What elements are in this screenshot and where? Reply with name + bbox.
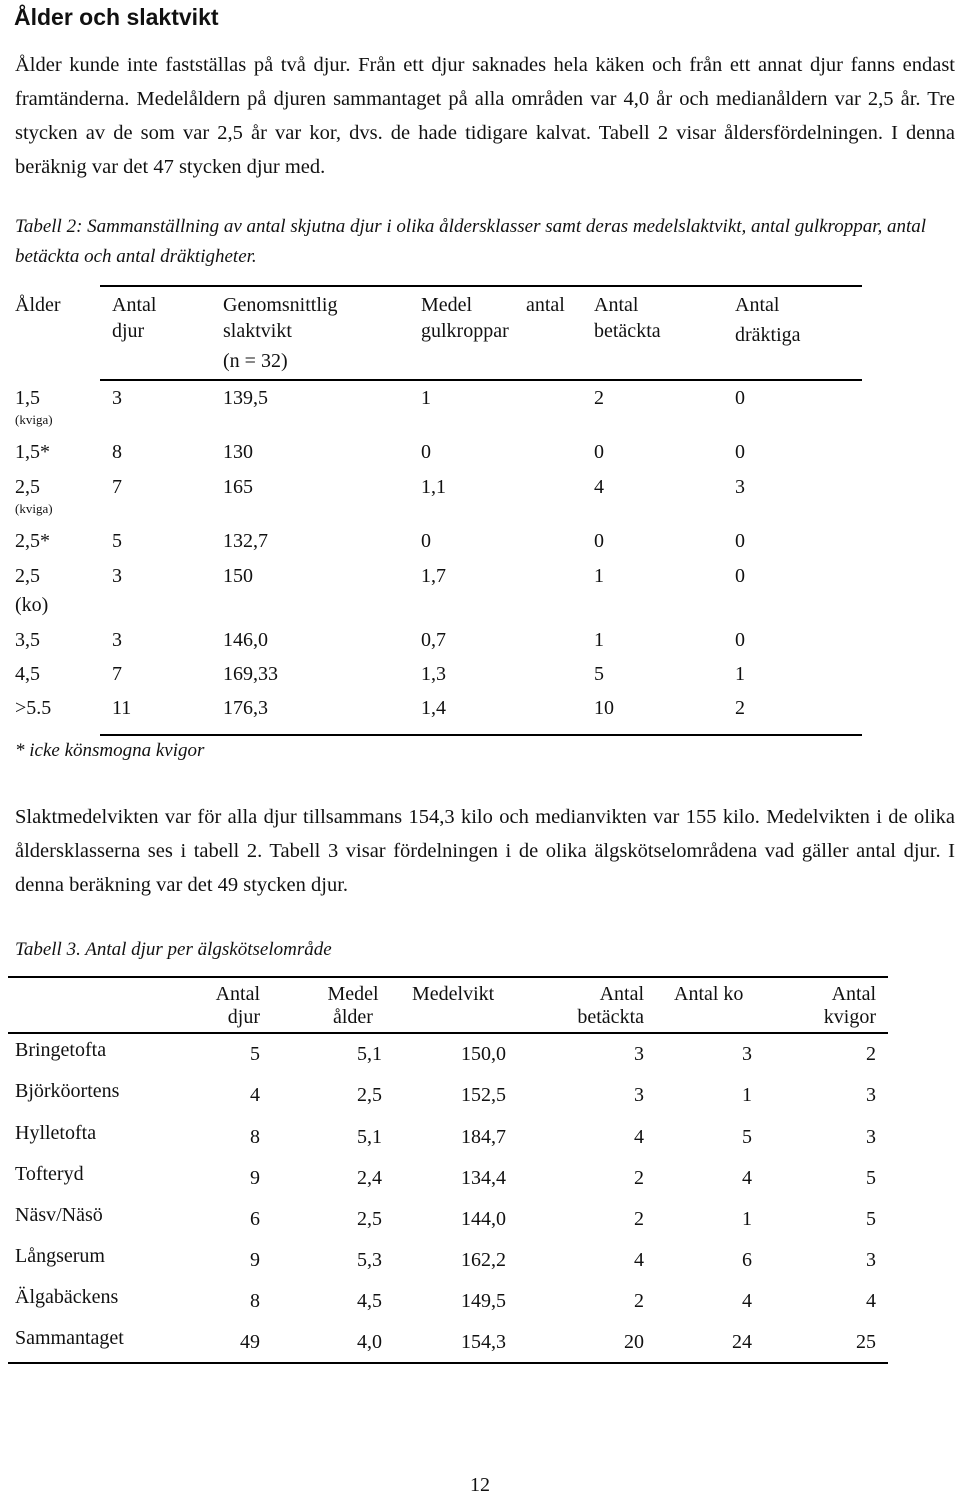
table2-cell-betackta: 2	[594, 387, 604, 409]
table3-cell-vikt: 184,7	[461, 1126, 506, 1148]
header-antal-ko: Antal ko	[674, 983, 744, 1005]
header-draktiga-1: Antal	[735, 294, 780, 316]
table3-cell-djur: 6	[250, 1208, 260, 1230]
table3-cell-djur: 5	[250, 1043, 260, 1065]
table3-cell-alder: 5,1	[357, 1043, 382, 1065]
table2-cell-gulkroppar: 0,7	[421, 629, 446, 651]
table3-cell-vikt: 149,5	[461, 1290, 506, 1312]
table3-cell-betackta: 2	[634, 1167, 644, 1189]
table2-footnote: * icke könsmogna kvigor	[15, 740, 205, 761]
table2-cell-antal: 3	[112, 629, 122, 651]
table2-cell-antal: 7	[112, 476, 122, 498]
table3-cell-alder: 2,5	[357, 1084, 382, 1106]
table2-cell-gulkroppar: 1	[421, 387, 431, 409]
table3-cell-vikt: 134,4	[461, 1167, 506, 1189]
table3-caption: Tabell 3. Antal djur per älgskötselområde	[15, 939, 332, 960]
table2-cell-draktiga: 2	[735, 697, 745, 719]
summary-paragraph: Slaktmedelvikten var för alla djur tillsammans 154,3 kilo och medianvikten var 155 kilo. Medelvikten i de olika åldersklasserna ses i tabell 2. Tabell 3 visar fördelningen i de olika älgskötselområdena vad gäller antal djur. I denna beräkning var det 49 stycken djur.	[15, 806, 955, 896]
header-medel-alder-1: Medel	[327, 983, 379, 1005]
header-kvigor-1: Antal	[831, 983, 876, 1005]
table2-cell-gulkroppar: 1,4	[421, 697, 446, 719]
table2-cell-betackta: 4	[594, 476, 604, 498]
table3-cell-alder: 4,0	[357, 1331, 382, 1353]
table2-cell-betackta: 5	[594, 663, 604, 685]
header-slaktvikt-3: (n = 32)	[223, 350, 288, 372]
table2-cell-betackta: 1	[594, 629, 604, 651]
table3-cell-alder: 2,5	[357, 1208, 382, 1230]
header-medelvikt: Medelvikt	[412, 983, 495, 1005]
table2-cell-antal: 5	[112, 530, 122, 552]
table3-cell-vikt: 144,0	[461, 1208, 506, 1230]
table3-cell-vikt: 162,2	[461, 1249, 506, 1271]
table3-row	[0, 1121, 960, 1151]
table3-cell-omrade: Tofteryd	[15, 1163, 84, 1185]
table3-cell-djur: 49	[240, 1331, 260, 1353]
table3-cell-vikt: 154,3	[461, 1331, 506, 1353]
table3-cell-omrade: Hylletofta	[15, 1122, 97, 1144]
table2-header-rule	[100, 379, 862, 381]
header-draktiga-2: dräktiga	[735, 324, 801, 346]
table3-cell-kvigor: 3	[866, 1126, 876, 1148]
table2-cell-vikt: 139,5	[223, 387, 268, 409]
table2-cell-antal: 7	[112, 663, 122, 685]
header-antal-djur-2: djur	[227, 1006, 260, 1028]
table2-cell-gulkroppar: 1,1	[421, 476, 446, 498]
table3-cell-alder: 2,4	[357, 1167, 382, 1189]
table2-bottom-rule	[100, 734, 862, 736]
table3-cell-ko: 4	[742, 1167, 752, 1189]
table3-row	[0, 1285, 960, 1315]
table2-cell-alder-sub: (ko)	[15, 594, 49, 616]
table2-cell-gulkroppar: 0	[421, 441, 431, 463]
table3-cell-kvigor: 5	[866, 1167, 876, 1189]
header-betackta-1: Antal	[594, 294, 639, 316]
table2-cell-alder-sub: (kviga)	[15, 412, 53, 427]
table2-cell-betackta: 10	[594, 697, 614, 719]
table3-cell-djur: 9	[250, 1249, 260, 1271]
table3-cell-kvigor: 5	[866, 1208, 876, 1230]
table2-cell-draktiga: 0	[735, 441, 745, 463]
header-betackta-1: Antal	[599, 983, 644, 1005]
table2-cell-antal: 8	[112, 441, 122, 463]
table3-cell-vikt: 152,5	[461, 1084, 506, 1106]
table2-cell-draktiga: 0	[735, 530, 745, 552]
table2-cell-alder: 1,5	[15, 387, 40, 409]
table2-cell-vikt: 146,0	[223, 629, 268, 651]
table2-cell-draktiga: 0	[735, 387, 745, 409]
table3-cell-betackta: 2	[634, 1208, 644, 1230]
table3-cell-ko: 24	[732, 1331, 752, 1353]
header-antal-djur-1: Antal	[112, 294, 157, 316]
table3-cell-alder: 4,5	[357, 1290, 382, 1312]
table3-cell-omrade: Älgabäckens	[15, 1286, 119, 1308]
table3-cell-betackta: 4	[634, 1249, 644, 1271]
table3-cell-ko: 4	[742, 1290, 752, 1312]
table2-cell-alder: 1,5*	[15, 441, 50, 463]
table2-cell-alder: 3,5	[15, 629, 40, 651]
table3-cell-kvigor: 25	[856, 1331, 876, 1353]
table2-cell-alder: >5.5	[15, 697, 52, 719]
header-antal-djur-2: djur	[112, 320, 145, 342]
header-medel-alder-2: ålder	[333, 1006, 373, 1028]
table2-cell-gulkroppar: 0	[421, 530, 431, 552]
table2-cell-antal: 11	[112, 697, 132, 719]
table2-cell-alder-sub: (kviga)	[15, 501, 53, 516]
table3-cell-ko: 1	[742, 1084, 752, 1106]
page-number: 12	[470, 1474, 490, 1496]
table2-cell-gulkroppar: 1,3	[421, 663, 446, 685]
table3-cell-kvigor: 3	[866, 1084, 876, 1106]
table3-bottom-rule	[8, 1362, 888, 1364]
table2-cell-alder: 2,5*	[15, 530, 50, 552]
table3-cell-betackta: 4	[634, 1126, 644, 1148]
table2-cell-vikt: 169,33	[223, 663, 278, 685]
header-slaktvikt-2: slaktvikt	[223, 320, 292, 342]
header-betackta-2: betäckta	[594, 320, 661, 342]
table2-cell-betackta: 0	[594, 530, 604, 552]
table3-cell-omrade: Björköortens	[15, 1080, 120, 1102]
header-antal-djur-1: Antal	[215, 983, 260, 1005]
intro-paragraph: Ålder kunde inte fastställas på två djur. Från ett djur saknades hela käken och från ett annat djur fanns endast framtänderna. Medelåldern på djuren sammantaget på alla områden var 4,0 år och medianåldern var 2,5 år. Tre stycken av de som var 2,5 år var kor, dvs. de hade tidigare kalvat. Tabell 2 visar åldersfördelningen. I denna beräknig var det 47 stycken djur med.	[15, 54, 955, 178]
table3-header-rule	[8, 1032, 888, 1034]
header-kvigor-2: kvigor	[823, 1006, 876, 1028]
table3-cell-djur: 8	[250, 1126, 260, 1148]
table3-cell-djur: 4	[250, 1084, 260, 1106]
table3-cell-ko: 3	[742, 1043, 752, 1065]
header-alder: Ålder	[15, 294, 61, 316]
table3-cell-alder: 5,1	[357, 1126, 382, 1148]
table3-cell-djur: 9	[250, 1167, 260, 1189]
table3-row	[0, 1244, 960, 1274]
table2-cell-draktiga: 0	[735, 629, 745, 651]
table3-cell-kvigor: 4	[866, 1290, 876, 1312]
table2-cell-alder: 4,5	[15, 663, 40, 685]
table3-cell-djur: 8	[250, 1290, 260, 1312]
table3-cell-omrade: Långserum	[15, 1245, 105, 1267]
table2-cell-betackta: 1	[594, 565, 604, 587]
header-betackta-2: betäckta	[577, 1006, 644, 1028]
table3-row	[0, 1162, 960, 1192]
table2-cell-vikt: 176,3	[223, 697, 268, 719]
table2-cell-betackta: 0	[594, 441, 604, 463]
table2-cell-antal: 3	[112, 387, 122, 409]
table3-top-rule	[8, 976, 888, 978]
table3-cell-ko: 5	[742, 1126, 752, 1148]
table2-cell-draktiga: 0	[735, 565, 745, 587]
table2-cell-alder: 2,5	[15, 476, 40, 498]
table3-cell-omrade: Sammantaget	[15, 1327, 124, 1349]
table3-cell-betackta: 3	[634, 1084, 644, 1106]
table2-cell-draktiga: 1	[735, 663, 745, 685]
table3-cell-alder: 5,3	[357, 1249, 382, 1271]
table3-cell-betackta: 3	[634, 1043, 644, 1065]
table3-cell-ko: 1	[742, 1208, 752, 1230]
table3-row	[0, 1038, 960, 1068]
header-gulkroppar-1a: Medel	[421, 294, 473, 316]
table3-cell-betackta: 2	[634, 1290, 644, 1312]
table3-cell-omrade: Näsv/Näsö	[15, 1204, 103, 1226]
table2-cell-vikt: 165	[223, 476, 253, 498]
table3-cell-kvigor: 3	[866, 1249, 876, 1271]
table3-cell-omrade: Bringetofta	[15, 1039, 107, 1061]
table3-cell-ko: 6	[742, 1249, 752, 1271]
header-slaktvikt-1: Genomsnittlig	[223, 294, 338, 316]
table3-row	[0, 1326, 960, 1356]
table2-top-rule	[100, 285, 862, 287]
table2-cell-vikt: 130	[223, 441, 253, 463]
table2-cell-gulkroppar: 1,7	[421, 565, 446, 587]
table2-cell-antal: 3	[112, 565, 122, 587]
table2-caption: Tabell 2: Sammanställning av antal skjutna djur i olika åldersklasser samt deras medelslaktvikt, antal gulkroppar, antal betäckta och antal dräktigheter.	[15, 216, 927, 267]
table3-cell-kvigor: 2	[866, 1043, 876, 1065]
header-gulkroppar-1b: antal	[526, 294, 565, 316]
table2-cell-vikt: 132,7	[223, 530, 268, 552]
header-gulkroppar-2: gulkroppar	[421, 320, 509, 342]
table2-cell-alder: 2,5	[15, 565, 40, 587]
table2-cell-vikt: 150	[223, 565, 253, 587]
table3-row	[0, 1203, 960, 1233]
table3-row	[0, 1079, 960, 1109]
table2-cell-draktiga: 3	[735, 476, 745, 498]
table3-cell-vikt: 150,0	[461, 1043, 506, 1065]
table3-cell-betackta: 20	[624, 1331, 644, 1353]
section-heading: Ålder och slaktvikt	[14, 4, 219, 30]
